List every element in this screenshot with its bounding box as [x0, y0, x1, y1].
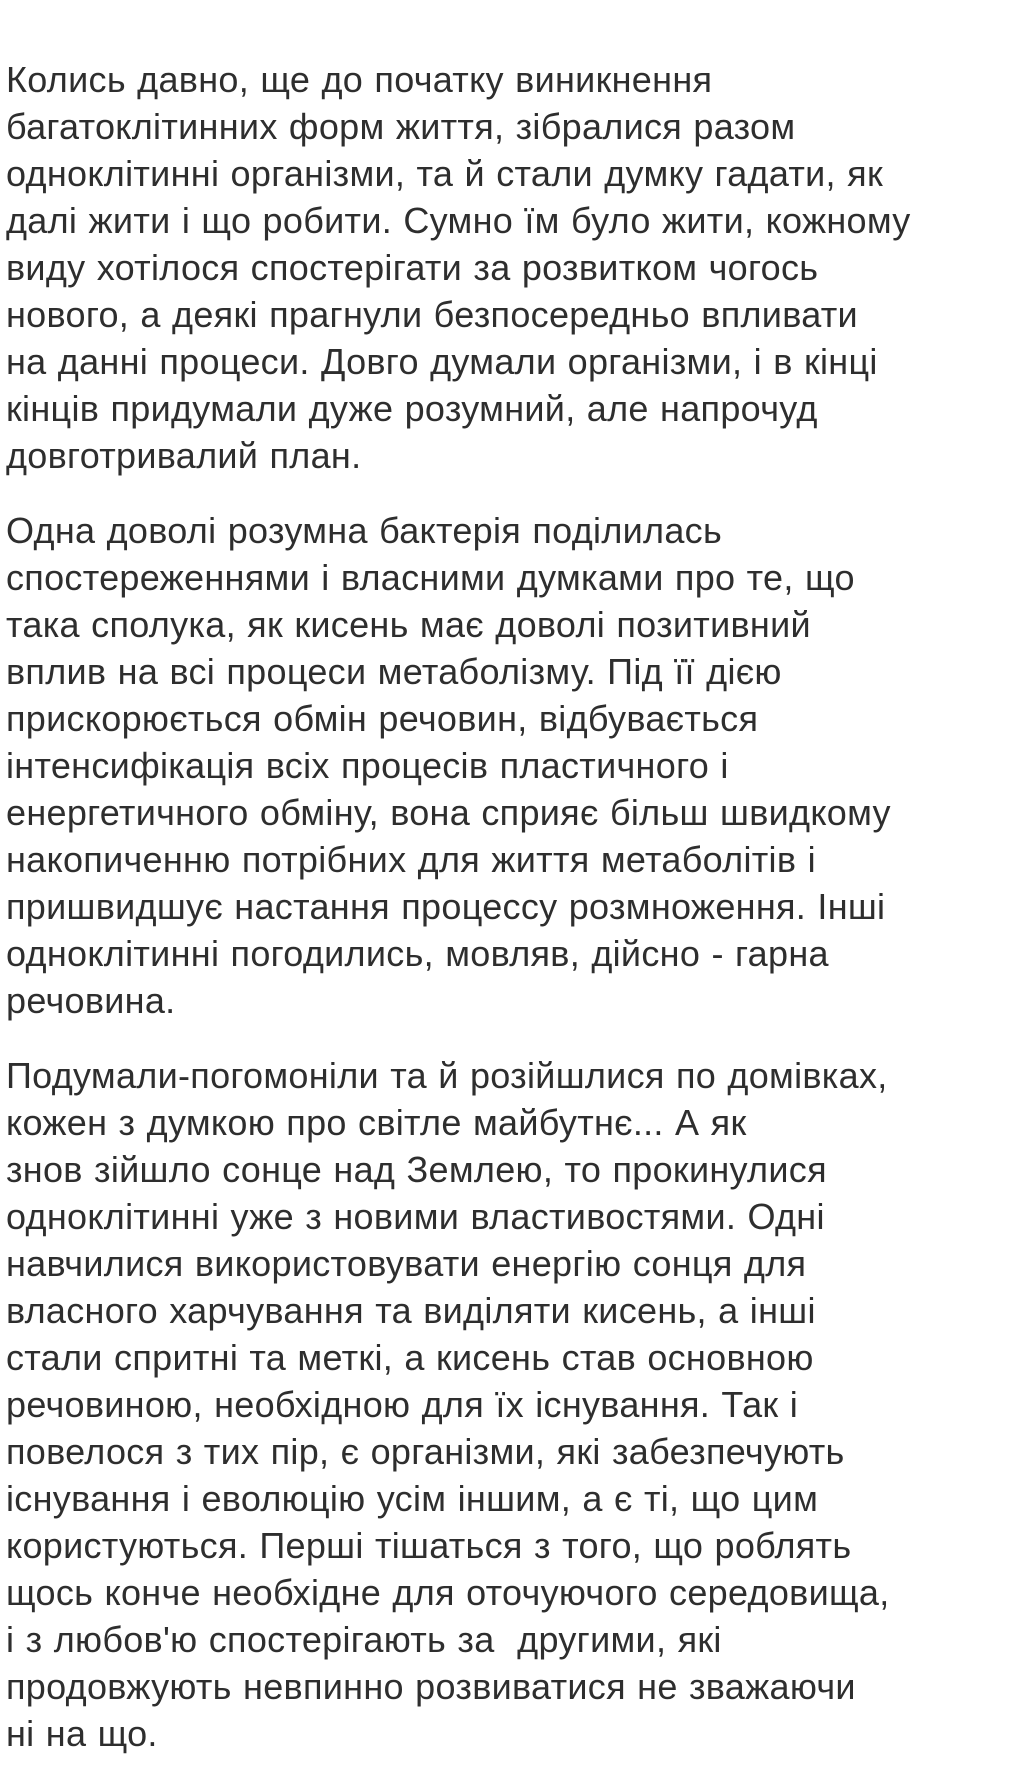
text-line: існування і еволюцію усім іншим, а є ті, що цим [6, 1478, 819, 1519]
text-line: нового, а деякі прагнули безпосередньо впливати [6, 294, 858, 335]
text-line: щось конче необхідне для оточуючого середовища, [6, 1572, 890, 1613]
text-line: довготривалий план. [6, 435, 362, 476]
text-line: енергетичного обміну, вона сприяє більш швидкому [6, 792, 891, 833]
text-line: і з любов'ю спостерігають за другими, які [6, 1619, 722, 1660]
story-text [6, 56, 1006, 1785]
text-line: Одна доволі розумна бактерія поділилась [6, 510, 723, 551]
text-line: далі жити і що робити. Сумно їм було жити, кожному [6, 200, 911, 241]
text-line: пришвидшує настання процессу розмноження. Інші [6, 886, 886, 927]
text-line: на данні процеси. Довго думали організми, і в кінці [6, 341, 878, 382]
text-line: навчилися використовувати енергію сонця для [6, 1243, 807, 1284]
text-line: стали спритні та меткі, а кисень став основною [6, 1337, 814, 1378]
text-line: знов зійшло сонце над Землею, то прокинулися [6, 1149, 827, 1190]
text-line: багатоклітинних форм життя, зібралися разом [6, 106, 796, 147]
paragraph-3 [6, 1052, 1006, 1757]
text-line: ні на що. [6, 1713, 158, 1754]
text-line: речовина. [6, 980, 176, 1021]
text-line: одноклітинні уже з новими властивостями. Одні [6, 1196, 825, 1237]
text-line: спостереженнями і власними думками про те, що [6, 557, 855, 598]
text-line: кожен з думкою про світле майбутнє... А як [6, 1102, 747, 1143]
text-line: одноклітинні погодились, мовляв, дійсно - гарна [6, 933, 829, 974]
text-line: Подумали-погомоніли та й розійшлися по домівках, [6, 1055, 888, 1096]
text-line: користуються. Перші тішаться з того, що роблять [6, 1525, 852, 1566]
paragraph-1 [6, 56, 1006, 479]
text-line: Колись давно, ще до початку виникнення [6, 59, 713, 100]
text-line: продовжують невпинно розвиватися не зважаючи [6, 1666, 856, 1707]
text-line: виду хотілося спостерігати за розвитком чогось [6, 247, 819, 288]
text-line: накопиченню потрібних для життя метаболітів і [6, 839, 816, 880]
text-line: власного харчування та виділяти кисень, а інші [6, 1290, 816, 1331]
text-line: така сполука, як кисень має доволі позитивний [6, 604, 811, 645]
text-line: кінців придумали дуже розумний, але напрочуд [6, 388, 818, 429]
text-line: речовиною, необхідною для їх існування. Так і [6, 1384, 799, 1425]
text-line: вплив на всі процеси метаболізму. Під її дією [6, 651, 782, 692]
text-line: повелося з тих пір, є організми, які забезпечують [6, 1431, 845, 1472]
text-line: прискорюється обмін речовин, відбувається [6, 698, 759, 739]
text-line: інтенсифікація всіх процесів пластичного і [6, 745, 729, 786]
text-line: одноклітинні організми, та й стали думку гадати, як [6, 153, 884, 194]
paragraph-2 [6, 507, 1006, 1024]
